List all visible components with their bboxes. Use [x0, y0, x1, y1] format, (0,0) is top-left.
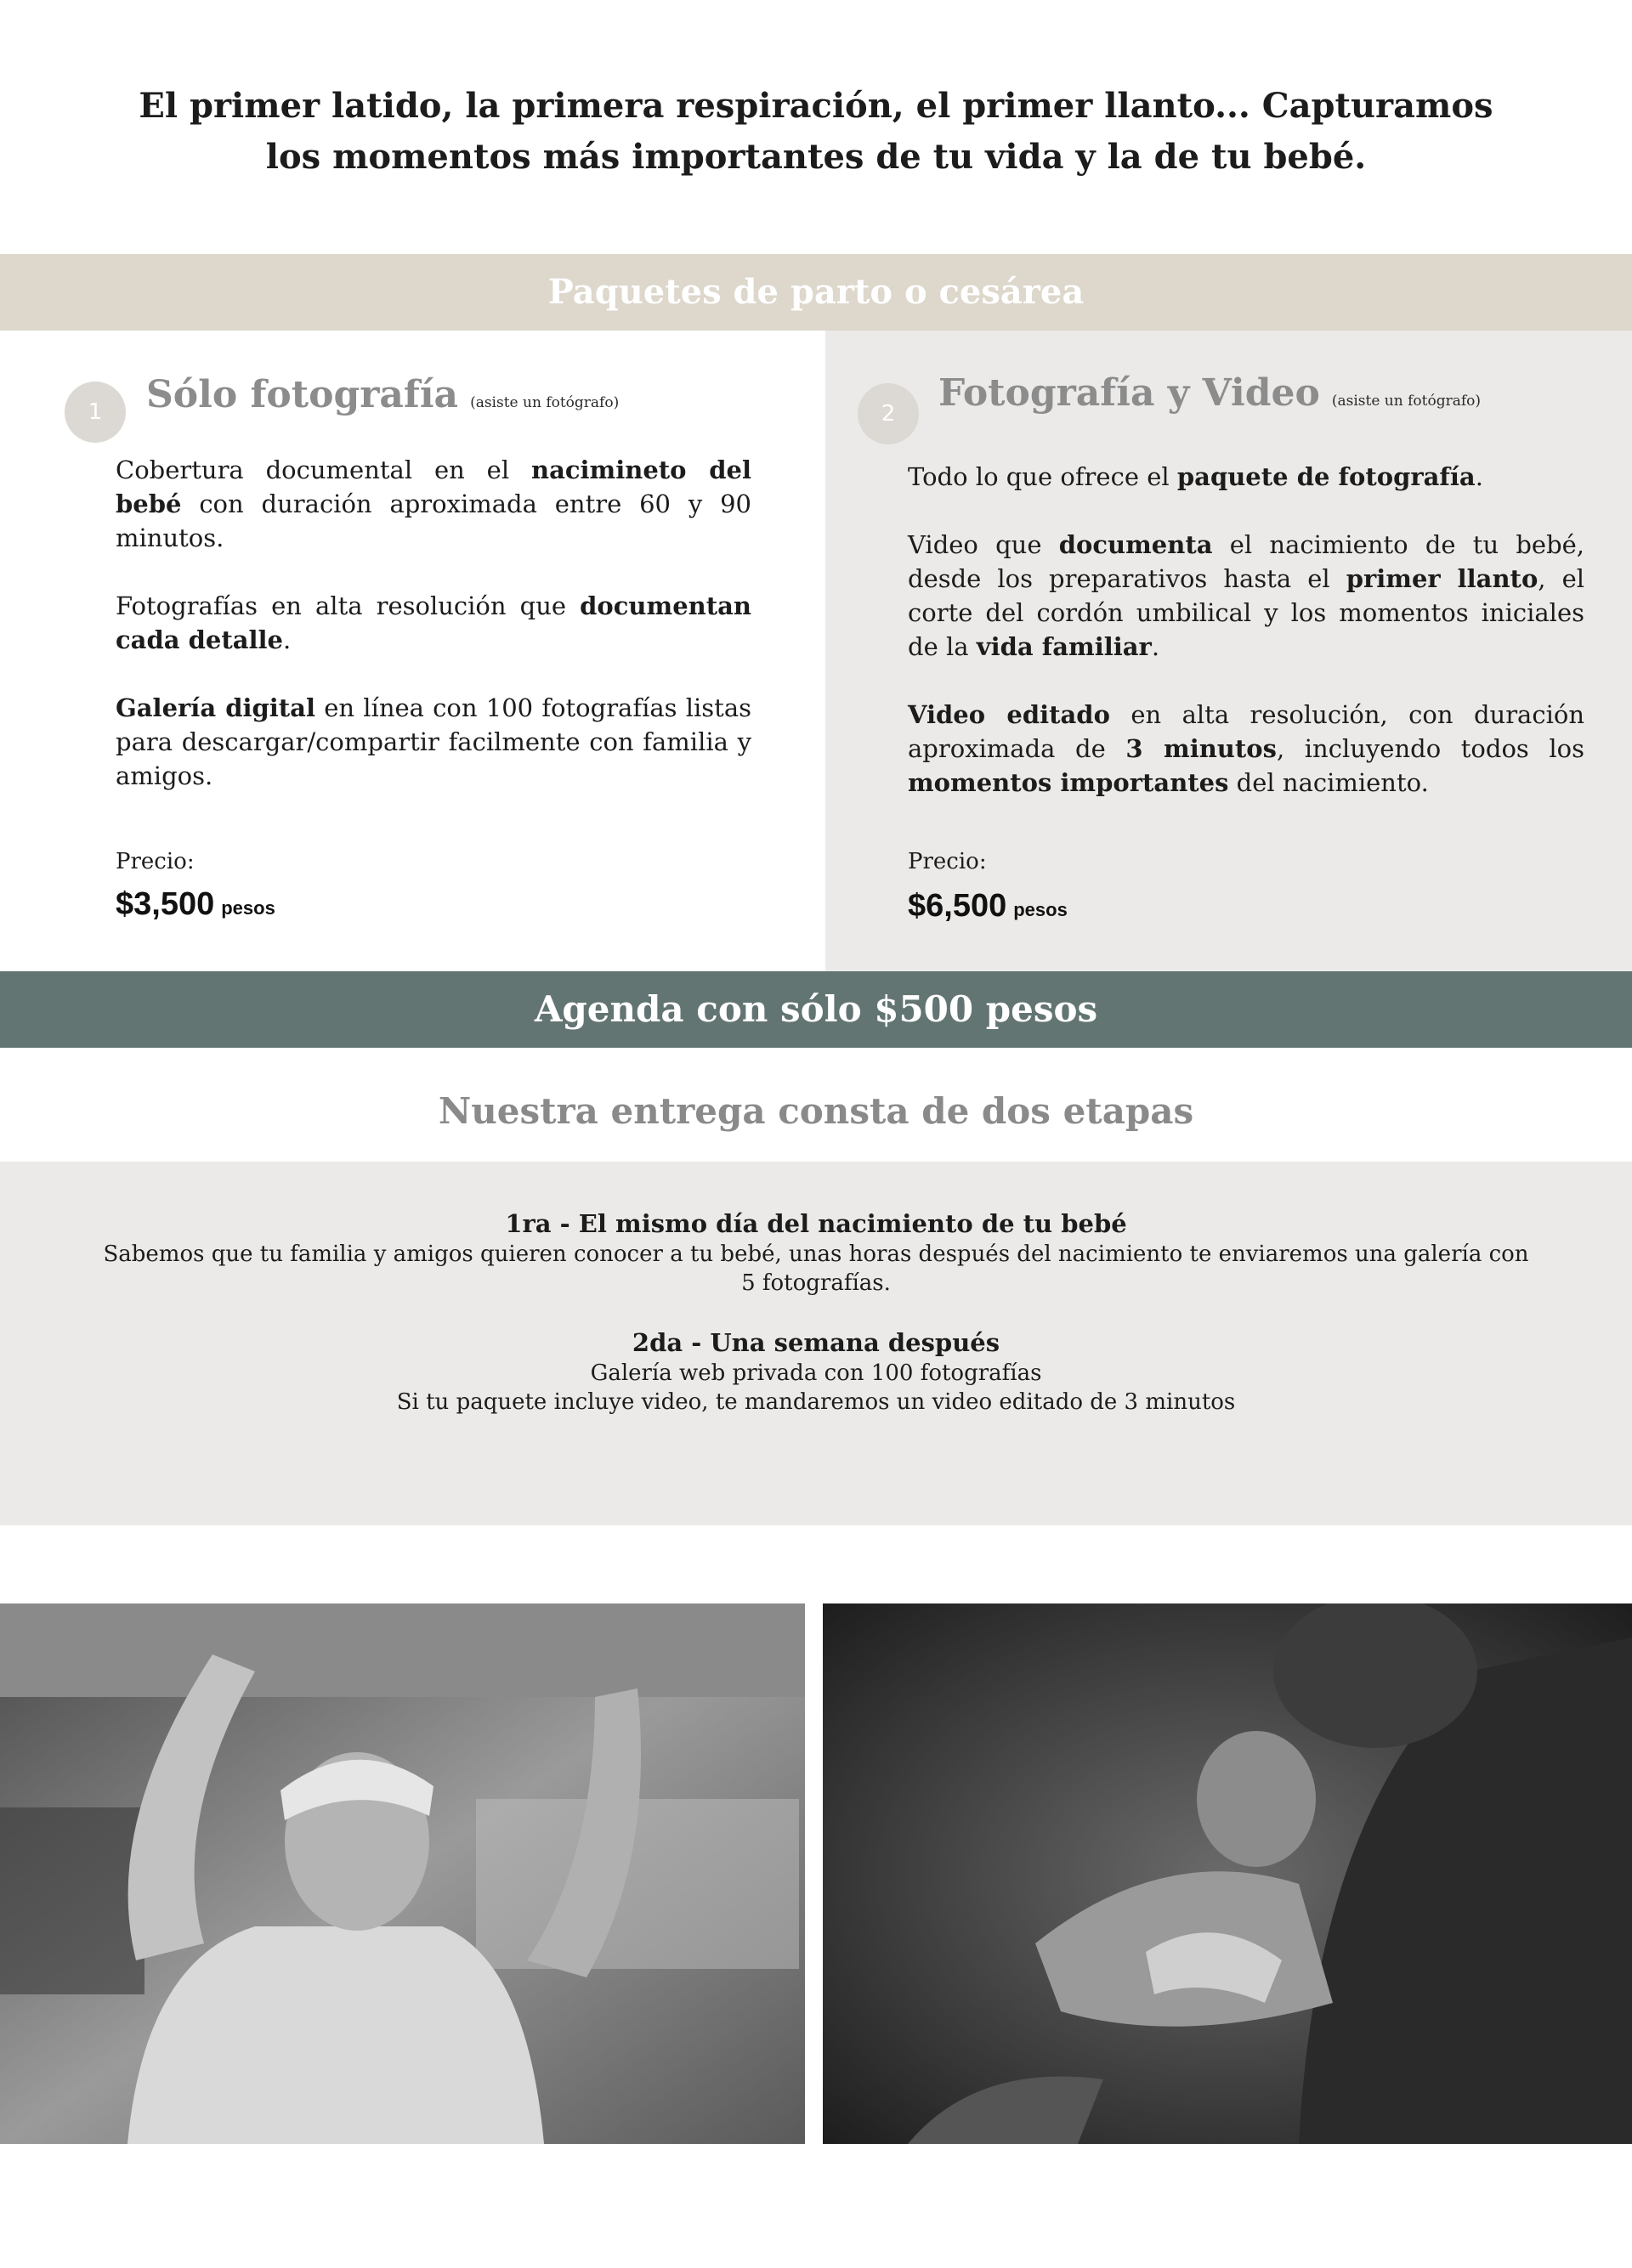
price-unit: pesos	[221, 897, 275, 919]
package-photo-only	[0, 331, 825, 971]
description-paragraph: Galería digital en línea con 100 fotografías listas para descargar/compartir facilmente con familia y amigos.	[116, 693, 751, 790]
package-title	[938, 371, 1481, 415]
description-paragraph: Video editado en alta resolución, con duración aproximada de 3 minutos, incluyendo todos los momentos importantes del nacimiento.	[908, 700, 1584, 797]
description-paragraph: Fotografías en alta resolución que documentan cada detalle.	[116, 591, 751, 654]
stage-2-title: 2da - Una semana después	[632, 1328, 1000, 1357]
stage-1-text-2: 5 fotografías.	[741, 1270, 891, 1296]
price-value	[116, 886, 275, 923]
photo-illustration	[823, 1603, 1632, 2144]
price-amount: $3,500	[116, 886, 215, 922]
photo-illustration	[0, 1603, 805, 2144]
price-value	[908, 888, 1068, 925]
intro-text	[0, 81, 1632, 183]
package-description	[908, 460, 1584, 834]
price-unit: pesos	[1013, 899, 1068, 920]
package-note: (asiste un fotógrafo)	[1331, 393, 1482, 410]
birth-moment-photo	[823, 1603, 1632, 2144]
package-number-badge: 1	[65, 382, 126, 443]
doctor-celebrating-photo	[0, 1603, 805, 2144]
stage-2-line-2: Si tu paquete incluye video, te mandaremos un video editado de 3 minutos	[396, 1389, 1236, 1415]
package-number-badge: 2	[858, 383, 919, 444]
delivery-heading: Nuestra entrega consta de dos etapas	[438, 1090, 1194, 1132]
package-description	[116, 453, 751, 827]
package-title-text: Fotografía y Video	[938, 371, 1320, 415]
stage-2-line-1: Galería web privada con 100 fotografías	[590, 1360, 1042, 1386]
price-label: Precio:	[116, 849, 195, 874]
price-label: Precio:	[908, 849, 987, 874]
package-title	[146, 373, 619, 416]
price-amount: $6,500	[908, 888, 1007, 924]
stage-1-title: 1ra - El mismo día del nacimiento de tu bebé	[505, 1209, 1127, 1238]
packages-banner: Paquetes de parto o cesárea	[0, 254, 1632, 331]
agenda-banner: Agenda con sólo $500 pesos	[0, 971, 1632, 1048]
delivery-stages	[0, 1162, 1632, 1525]
intro-line-1: El primer latido, la primera respiración, el primer llanto... Capturamos	[139, 86, 1493, 126]
package-note: (asiste un fotógrafo)	[470, 394, 620, 411]
stage-1-text: Sabemos que tu familia y amigos quieren conocer a tu bebé, unas horas después del nacimiento te enviaremos una galería con	[103, 1241, 1529, 1267]
package-title-text: Sólo fotografía	[146, 373, 459, 416]
description-paragraph: Cobertura documental en el nacimineto del bebé con duración aproximada entre 60 y 90 minutos.	[116, 455, 751, 552]
package-photo-video	[825, 331, 1632, 971]
description-paragraph: Todo lo que ofrece el paquete de fotografía.	[908, 462, 1483, 491]
intro-line-2: los momentos más importantes de tu vida y la de tu bebé.	[265, 137, 1367, 177]
description-paragraph: Video que documenta el nacimiento de tu bebé, desde los preparativos hasta el primer llanto, el corte del cordón umbilical y los momentos iniciales de la vida familiar.	[908, 530, 1585, 661]
